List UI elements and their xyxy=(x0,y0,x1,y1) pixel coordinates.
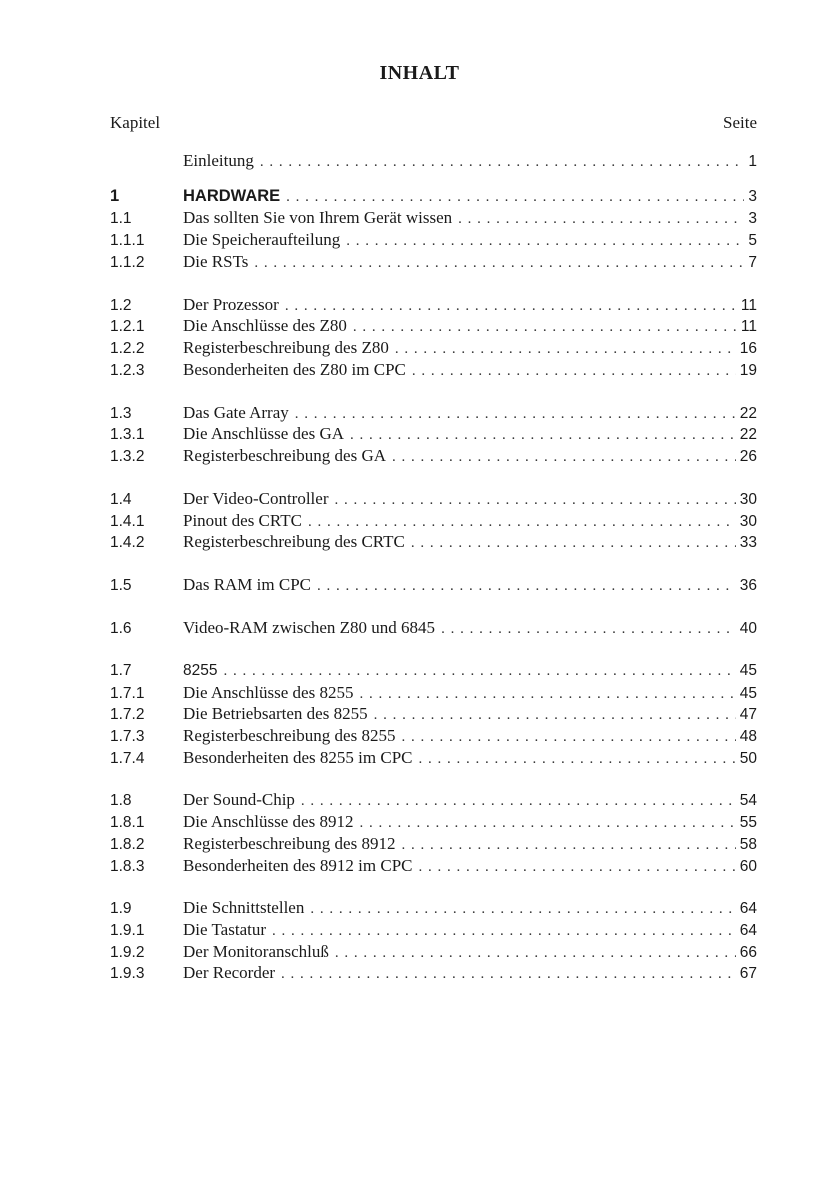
toc-entry-1-7-4[interactable] xyxy=(110,747,757,769)
toc-leader-dots xyxy=(317,576,736,598)
toc-entry-1-4[interactable] xyxy=(110,488,757,510)
toc-entry-title: Das Gate Array xyxy=(183,402,289,422)
toc-entry-number: 1.7 xyxy=(110,661,132,679)
toc-entry-1-3[interactable] xyxy=(110,402,757,424)
toc-leader-dots xyxy=(353,317,737,339)
toc-entry-number: 1.7.1 xyxy=(110,684,145,702)
toc-entry-page: 30 xyxy=(739,512,757,530)
toc-entry-einleitung[interactable] xyxy=(110,150,757,172)
toc-entry-number: 1.9.1 xyxy=(110,922,145,940)
toc-entry-1-9-3[interactable] xyxy=(110,962,757,984)
toc-leader-dots xyxy=(260,152,745,174)
toc-entry-1-6[interactable] xyxy=(110,617,757,639)
toc-leader-dots xyxy=(418,857,735,879)
toc-entry-title: Der Sound-Chip xyxy=(183,790,295,810)
toc-entry-page: 66 xyxy=(739,943,757,961)
toc-entry-1-2-1[interactable] xyxy=(110,315,757,337)
toc-entry-title: Registerbeschreibung des 8912 xyxy=(183,833,396,853)
toc-entry-number: 1.9.3 xyxy=(110,965,145,983)
toc-leader-dots xyxy=(392,447,736,469)
toc-entry-title: Video-RAM zwischen Z80 und 6845 xyxy=(183,617,436,637)
toc-leader-dots xyxy=(458,209,744,231)
toc-entry-title: Die Betriebsarten des 8255 xyxy=(183,704,368,724)
toc-entry-number: 1.7.2 xyxy=(110,706,145,724)
toc-entry-number: 1.3.1 xyxy=(110,426,145,444)
toc-entry-number: 1.5 xyxy=(110,577,132,595)
toc-entry-number: 1 xyxy=(110,186,120,205)
toc-entry-number: 1.1.2 xyxy=(110,253,145,271)
toc-leader-dots xyxy=(285,296,737,318)
toc-entry-title: Die Tastatur xyxy=(183,920,266,940)
toc-entry-title: 8255 xyxy=(183,661,218,679)
toc-entry-title: Besonderheiten des 8255 im CPC xyxy=(183,747,413,767)
chapter-column-header: Kapitel xyxy=(110,113,161,132)
toc-entry-page: 50 xyxy=(739,749,757,767)
toc-entry-number: 1.1.1 xyxy=(110,232,145,250)
toc-entry-page: 64 xyxy=(739,900,757,918)
toc-leader-dots xyxy=(418,749,735,771)
toc-entry-page: 11 xyxy=(740,296,757,314)
toc-entry-1-2-2[interactable] xyxy=(110,337,757,359)
toc-entry-number: 1.1 xyxy=(110,210,132,228)
toc-entry-page: 19 xyxy=(739,361,757,379)
toc-leader-dots xyxy=(359,813,735,835)
toc-leader-dots xyxy=(350,425,736,447)
toc-entry-1-7-3[interactable] xyxy=(110,725,757,747)
toc-entry-1-2-3[interactable] xyxy=(110,359,757,381)
toc-leader-dots xyxy=(346,231,744,253)
toc-entry-1-1-2[interactable] xyxy=(110,251,757,273)
toc-entry-1-8[interactable] xyxy=(110,789,757,811)
toc-entry-page: 48 xyxy=(739,727,757,745)
toc-entry-title: Registerbeschreibung des GA xyxy=(183,445,387,465)
page-column-header: Seite xyxy=(723,113,757,132)
toc-entry-number: 1.8.2 xyxy=(110,835,145,853)
toc-entry-number: 1.8.3 xyxy=(110,857,145,875)
toc-entry-title: Besonderheiten des 8912 im CPC xyxy=(183,855,413,875)
toc-leader-dots xyxy=(301,791,736,813)
toc-entry-page: 54 xyxy=(739,792,757,810)
toc-entry-number: 1.9 xyxy=(110,900,132,918)
toc-leader-dots xyxy=(310,899,735,921)
toc-entry-title: Das RAM im CPC xyxy=(183,575,311,595)
toc-entry-1-9-1[interactable] xyxy=(110,919,757,941)
toc-entry-1-7-2[interactable] xyxy=(110,703,757,725)
toc-entry-1-3-2[interactable] xyxy=(110,445,757,467)
toc-leader-dots xyxy=(223,661,735,683)
toc-entry-page: 40 xyxy=(739,619,757,637)
toc-entry-number: 1.7.4 xyxy=(110,749,145,767)
toc-entry-1-1-1[interactable] xyxy=(110,229,757,251)
toc-leader-dots xyxy=(412,361,736,383)
toc-entry-page: 45 xyxy=(739,684,757,702)
toc-entry-number: 1.8 xyxy=(110,792,132,810)
toc-entry-number: 1.3.2 xyxy=(110,447,145,465)
toc-entry-number: 1.2.2 xyxy=(110,340,145,357)
toc-entry-title: Die Schnittstellen xyxy=(183,898,305,918)
toc-entry-1-9-2[interactable] xyxy=(110,941,757,963)
toc-entry-title: Die Anschlüsse des 8912 xyxy=(183,812,354,832)
toc-entry-1-1[interactable] xyxy=(110,207,757,229)
toc-entry-title: Das sollten Sie von Ihrem Gerät wissen xyxy=(183,208,453,228)
toc-leader-dots xyxy=(401,727,735,749)
toc-entry-page: 1 xyxy=(748,153,757,170)
toc-entry-page: 45 xyxy=(739,661,757,679)
toc-entry-1-4-1[interactable] xyxy=(110,510,757,532)
toc-entry-number: 1.4 xyxy=(110,490,132,508)
toc-entry-1[interactable] xyxy=(110,186,757,208)
toc-entry-number: 1.2.3 xyxy=(110,361,145,379)
toc-leader-dots xyxy=(281,964,736,986)
toc-entry-page: 58 xyxy=(739,835,757,853)
toc-entry-title: Der Monitoranschluß xyxy=(183,941,329,961)
toc-entry-title: Die Anschlüsse des Z80 xyxy=(183,316,347,336)
toc-entry-title: Registerbeschreibung des Z80 xyxy=(183,338,389,357)
toc-entry-1-8-2[interactable] xyxy=(110,833,757,855)
toc-leader-dots xyxy=(335,490,736,512)
toc-entry-title: Die RSTs xyxy=(183,251,249,271)
toc-entry-1-7-1[interactable] xyxy=(110,682,757,704)
toc-entry-1-8-1[interactable] xyxy=(110,811,757,833)
toc-entry-1-5[interactable] xyxy=(110,574,757,596)
toc-leader-dots xyxy=(254,253,744,275)
toc-entry-page: 30 xyxy=(739,490,757,508)
page-title: INHALT xyxy=(379,62,460,84)
toc-entry-1-3-1[interactable] xyxy=(110,423,757,445)
toc-leader-dots xyxy=(286,187,744,209)
toc-entry-number: 1.9.2 xyxy=(110,943,145,961)
toc-leader-dots xyxy=(411,533,736,555)
table-of-contents xyxy=(110,150,757,984)
toc-entry-number: 1.7.3 xyxy=(110,727,145,745)
toc-entry-title: Der Prozessor xyxy=(183,294,279,314)
toc-entry-page: 11 xyxy=(740,318,757,336)
toc-entry-title: Der Recorder xyxy=(183,963,276,983)
toc-entry-page: 3 xyxy=(748,210,757,228)
toc-entry-1-2[interactable] xyxy=(110,294,757,316)
toc-entry-page: 22 xyxy=(739,404,757,422)
toc-leader-dots xyxy=(272,921,736,943)
toc-entry-page: 55 xyxy=(739,814,757,832)
toc-entry-page: 22 xyxy=(739,426,757,444)
toc-entry-title: Registerbeschreibung des 8255 xyxy=(183,725,396,745)
toc-entry-number: 1.6 xyxy=(110,619,132,637)
toc-leader-dots xyxy=(395,339,736,361)
toc-entry-title: Einleitung xyxy=(183,151,254,170)
toc-entry-page: 36 xyxy=(739,577,757,595)
toc-entry-title: Die Anschlüsse des 8255 xyxy=(183,682,354,702)
toc-entry-1-8-3[interactable] xyxy=(110,855,757,877)
toc-entry-number: 1.8.1 xyxy=(110,814,145,832)
toc-entry-title: Die Anschlüsse des GA xyxy=(183,424,345,444)
toc-entry-page: 33 xyxy=(739,534,757,552)
toc-entry-1-7[interactable] xyxy=(110,660,757,682)
toc-entry-title: Der Video-Controller xyxy=(183,488,329,508)
toc-leader-dots xyxy=(359,684,735,706)
toc-entry-title: HARDWARE xyxy=(183,186,281,205)
toc-leader-dots xyxy=(401,835,735,857)
toc-entry-page: 67 xyxy=(739,965,757,983)
toc-entry-page: 7 xyxy=(748,253,757,271)
toc-leader-dots xyxy=(335,943,736,965)
toc-entry-number: 1.3 xyxy=(110,404,132,422)
toc-leader-dots xyxy=(295,404,736,426)
toc-entry-page: 3 xyxy=(748,187,757,205)
toc-entry-page: 26 xyxy=(739,447,757,465)
toc-entry-page: 47 xyxy=(739,706,757,724)
toc-entry-title: Besonderheiten des Z80 im CPC xyxy=(183,359,406,379)
toc-entry-number: 1.2.1 xyxy=(110,318,145,336)
toc-entry-title: Pinout des CRTC xyxy=(183,510,302,530)
toc-entry-page: 5 xyxy=(748,232,757,250)
toc-leader-dots xyxy=(308,512,736,534)
toc-entry-title: Die Speicheraufteilung xyxy=(183,230,341,250)
toc-entry-title: Registerbeschreibung des CRTC xyxy=(183,532,405,552)
toc-entry-number: 1.4.1 xyxy=(110,512,145,530)
toc-entry-page: 60 xyxy=(739,857,757,875)
toc-entry-number: 1.4.2 xyxy=(110,534,145,552)
toc-entry-number: 1.2 xyxy=(110,296,132,314)
toc-entry-page: 64 xyxy=(739,922,757,940)
toc-leader-dots xyxy=(374,705,736,727)
toc-leader-dots xyxy=(441,619,736,641)
toc-entry-1-9[interactable] xyxy=(110,897,757,919)
toc-entry-page: 16 xyxy=(739,340,757,357)
toc-entry-1-4-2[interactable] xyxy=(110,531,757,553)
